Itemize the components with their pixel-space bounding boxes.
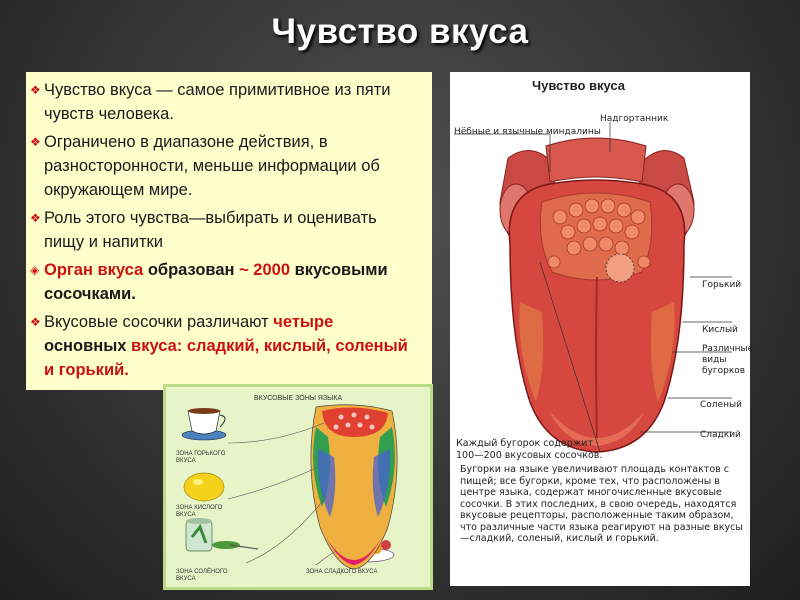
bullet-text-span: Вкусовые сосочки различают: [44, 313, 274, 331]
bullet-text-span: основных: [44, 337, 132, 355]
inset-label-sweet: ЗОНА СЛАДКОГО ВКУСА: [306, 569, 378, 575]
bullet-diamond-icon: ❖: [30, 211, 41, 225]
label-salty: Соленый: [700, 400, 742, 410]
bullet-item: [30, 258, 420, 306]
diagram-caption-1: Каждый бугорок содержит 100—200 вкусовых сосочков.: [456, 438, 603, 461]
pickle-jar-icon: [186, 518, 258, 551]
label-epiglottis: Надгортанник: [600, 114, 669, 124]
bullet-text-span: ~ 2000: [239, 261, 291, 279]
diagram-caption-2: Бугорки на языке увеличивают площадь контактов с пищей; все бугорки, кроме тех, что расположены в центре языка, содержат многочисленные вкусовые сосочки. В этих последних, в свою очередь, находятся вкусовые рецепторы, расположенные таким образом, что различные части языка реагируют на разные вкусы —сладкий, соленый, кислый и горький.: [460, 464, 743, 544]
bullet-text: [44, 130, 420, 202]
lemon-icon: [184, 473, 224, 501]
bullet-text-span: Орган вкуса: [44, 261, 144, 279]
bullet-textbox: [26, 72, 432, 390]
label-tonsils: Нёбные и язычные миндалины: [454, 127, 601, 137]
bullet-diamond-icon: ◈: [30, 263, 40, 277]
slide-title: Чувство вкуса: [271, 12, 529, 51]
bullet-text: [44, 258, 420, 306]
bullet-text-span: вкусовыми сосочками.: [44, 261, 388, 303]
inset-label-bitter: ЗОНА ГОРЬКОГО ВКУСА: [176, 451, 226, 464]
bullet-text-span: Ограничено в диапазоне действия, в разносторонности, меньше информации об окружающем мире.: [44, 133, 380, 199]
taste-zones-inset: [163, 384, 433, 590]
bullet-text-span: Чувство вкуса — самое примитивное из пяти чувств человека.: [44, 81, 391, 123]
teacup-icon: [182, 408, 226, 440]
taste-zones-illustration: [166, 387, 430, 587]
bullet-text: [44, 206, 420, 254]
inset-label-sour: ЗОНА КИСЛОГО ВКУСА: [176, 505, 223, 518]
label-sour: Кислый: [702, 325, 738, 335]
label-bitter: Горький: [702, 280, 742, 290]
bullet-text: [44, 310, 420, 382]
bullet-item: [30, 130, 420, 202]
bullet-item: [30, 78, 420, 126]
label-various-3: бугорков: [702, 366, 746, 376]
label-sweet: Сладкий: [700, 430, 741, 440]
inset-title: ВКУСОВЫЕ ЗОНЫ ЯЗЫКА: [254, 395, 343, 402]
diagram-title: Чувство вкуса: [532, 78, 626, 93]
bullet-diamond-icon: ❖: [30, 315, 41, 329]
label-various-1: Различные: [702, 344, 754, 354]
bullet-text: [44, 78, 420, 126]
inset-label-salty: ЗОНА СОЛЁНОГО ВКУСА: [176, 569, 228, 582]
bullet-item: [30, 310, 420, 382]
bullet-diamond-icon: ❖: [30, 135, 41, 149]
bullet-item: [30, 206, 420, 254]
bullet-text-span: четыре: [273, 313, 334, 331]
bullet-text-span: Роль этого чувства—выбирать и оценивать пищу и напитки: [44, 209, 377, 251]
bullet-diamond-icon: ❖: [30, 83, 41, 97]
bullet-text-span: образован: [143, 261, 240, 279]
tongue-diagram-panel: [450, 72, 754, 586]
label-various-2: виды: [702, 355, 727, 365]
bullet-text-span: вкуса: сладкий, кислый, соленый и горький.: [44, 337, 408, 379]
